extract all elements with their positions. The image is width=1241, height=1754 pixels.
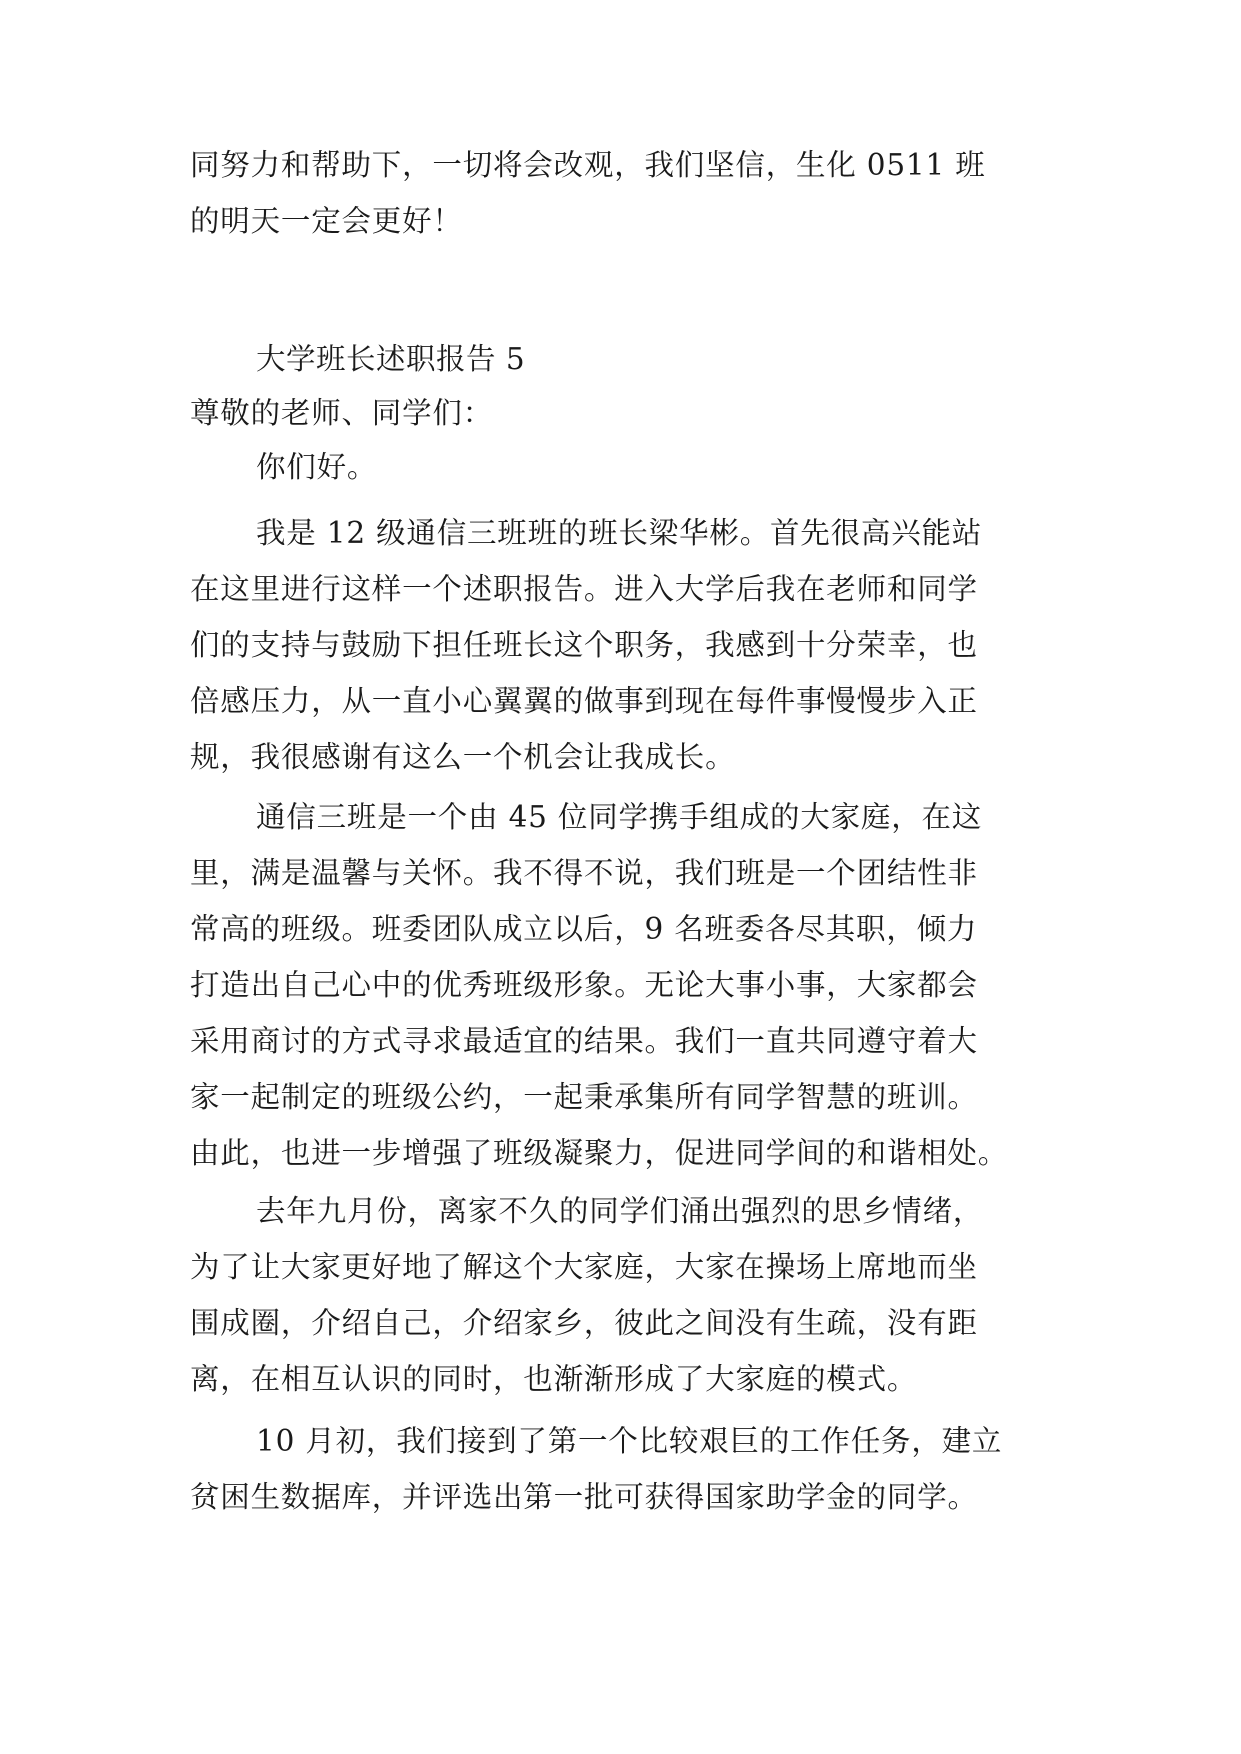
text-line: 同努力和帮助下，一切将会改观，我们坚信，生化 0511 班 <box>190 148 986 182</box>
paragraph-line: 采用商讨的方式寻求最适宜的结果。我们一直共同遵守着大 <box>190 1024 978 1058</box>
paragraph-line: 们的支持与鼓励下担任班长这个职务，我感到十分荣幸，也 <box>190 628 978 662</box>
paragraph-line: 去年九月份，离家不久的同学们涌出强烈的思乡情绪， <box>256 1194 984 1228</box>
paragraph-line: 规，我很感谢有这么一个机会让我成长。 <box>190 740 736 774</box>
paragraph-line: 为了让大家更好地了解这个大家庭，大家在操场上席地而坐 <box>190 1250 978 1284</box>
salutation: 尊敬的老师、同学们： <box>190 396 494 430</box>
paragraph-line: 通信三班是一个由 45 位同学携手组成的大家庭，在这 <box>256 800 983 834</box>
paragraph-line: 离，在相互认识的同时，也渐渐形成了大家庭的模式。 <box>190 1362 918 1396</box>
greeting: 你们好。 <box>256 450 378 484</box>
paragraph-line: 围成圈，介绍自己，介绍家乡，彼此之间没有生疏，没有距 <box>190 1306 978 1340</box>
paragraph-line: 常高的班级。班委团队成立以后，9 名班委各尽其职，倾力 <box>190 912 978 946</box>
paragraph-line: 家一起制定的班级公约，一起秉承集所有同学智慧的班训。 <box>190 1080 978 1114</box>
text-line: 的明天一定会更好！ <box>190 204 463 238</box>
paragraph-line: 由此，也进一步增强了班级凝聚力，促进同学间的和谐相处。 <box>190 1136 1009 1170</box>
paragraph-line: 倍感压力，从一直小心翼翼的做事到现在每件事慢慢步入正 <box>190 684 978 718</box>
paragraph-line: 打造出自己心中的优秀班级形象。无论大事小事，大家都会 <box>190 968 978 1002</box>
paragraph-line: 在这里进行这样一个述职报告。进入大学后我在老师和同学 <box>190 572 978 606</box>
paragraph-line: 里，满是温馨与关怀。我不得不说，我们班是一个团结性非 <box>190 856 978 890</box>
paragraph-line: 我是 12 级通信三班班的班长梁华彬。首先很高兴能站 <box>256 516 983 550</box>
paragraph-line: 10 月初，我们接到了第一个比较艰巨的工作任务，建立 <box>256 1424 1003 1458</box>
section-title: 大学班长述职报告 5 <box>256 342 526 376</box>
paragraph-line: 贫困生数据库，并评选出第一批可获得国家助学金的同学。 <box>190 1480 978 1514</box>
